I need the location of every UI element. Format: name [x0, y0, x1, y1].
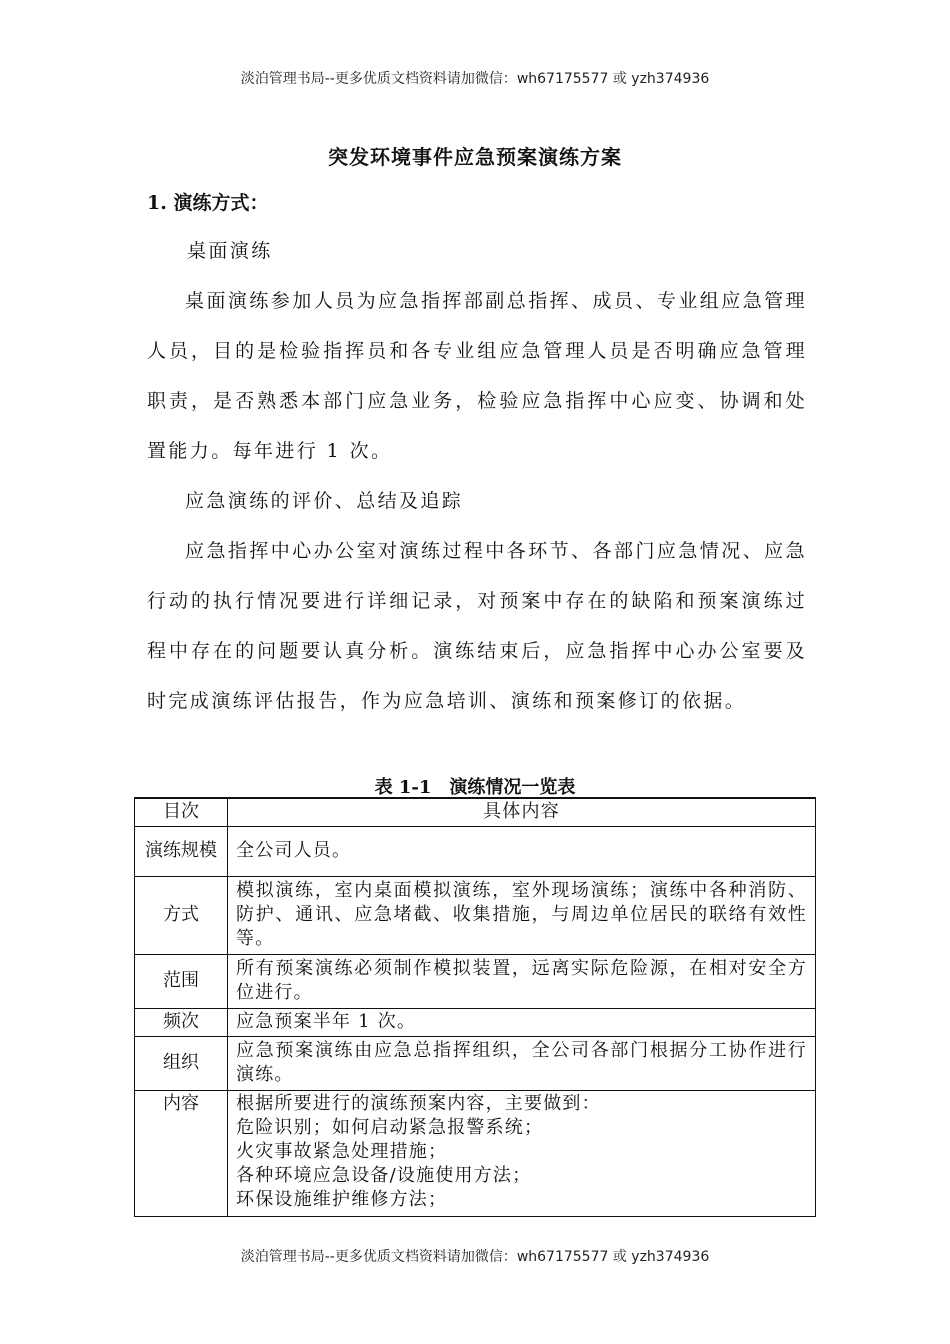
table-row [135, 826, 816, 876]
content-line: 各种环境应急设备/设施使用方法； [236, 1164, 532, 1186]
table-header-row [135, 798, 816, 826]
table-row [135, 954, 816, 1008]
page-footer: 淡泊管理书局--更多优质文档资料请加微信：wh67175577 或 yzh374936 [240, 1249, 710, 1265]
row-content: 全公司人员。 [228, 826, 816, 876]
content-line: 根据所要进行的演练预案内容，主要做到： [236, 1092, 601, 1114]
document-title: 突发环境事件应急预案演练方案 [328, 145, 622, 169]
table-caption: 表 1-1 演练情况一览表 [374, 777, 576, 798]
content-line: 环保设施维护维修方法； [236, 1188, 448, 1210]
row-label: 频次 [135, 1008, 228, 1036]
page-header: 淡泊管理书局--更多优质文档资料请加微信：wh67175577 或 yzh374936 [240, 71, 710, 87]
table-row [135, 1008, 816, 1036]
paragraph-desktop-drill: 桌面演练参加人员为应急指挥部副总指挥、成员、专业组应急管理人员，目的是检验指挥员和各专业组应急管理人员是否明确应急管理职责，是否熟悉本部门应急业务，检验应急指挥中心应变、协调和处置能力。每年进行 1 次。 [147, 290, 807, 462]
row-label: 组织 [135, 1036, 228, 1090]
row-label: 范围 [135, 954, 228, 1008]
row-label: 方式 [135, 876, 228, 954]
row-label: 演练规模 [135, 826, 228, 876]
table-row [135, 876, 816, 954]
header-cell-item: 目次 [135, 798, 228, 826]
section-heading: 1. 演练方式： [147, 192, 269, 214]
row-content: 应急预案演练由应急总指挥组织，全公司各部门根据分工协作进行演练。 [228, 1036, 816, 1090]
row-content: 所有预案演练必须制作模拟装置，远离实际危险源，在相对安全方位进行。 [228, 954, 816, 1008]
subheading-desktop-drill: 桌面演练 [187, 240, 273, 262]
subheading-evaluation: 应急演练的评价、总结及追踪 [185, 490, 464, 512]
row-content-list [228, 1090, 816, 1216]
table-row [135, 1090, 816, 1216]
content-line: 危险识别；如何启动紧急报警系统； [236, 1116, 544, 1138]
content-line: 火灾事故紧急处理措施； [236, 1140, 448, 1162]
row-content: 模拟演练，室内桌面模拟演练，室外现场演练；演练中各种消防、防护、通讯、应急堵截、收集措施，与周边单位居民的联络有效性等。 [228, 876, 816, 954]
row-label: 内容 [135, 1090, 228, 1216]
paragraph-evaluation: 应急指挥中心办公室对演练过程中各环节、各部门应急情况、应急行动的执行情况要进行详细记录，对预案中存在的缺陷和预案演练过程中存在的问题要认真分析。演练结束后，应急指挥中心办公室要及时完成演练评估报告，作为应急培训、演练和预案修订的依据。 [147, 540, 807, 712]
drill-overview-table [134, 797, 816, 1217]
row-content: 应急预案半年 1 次。 [228, 1008, 816, 1036]
header-cell-content: 具体内容 [228, 798, 816, 826]
table-row [135, 1036, 816, 1090]
